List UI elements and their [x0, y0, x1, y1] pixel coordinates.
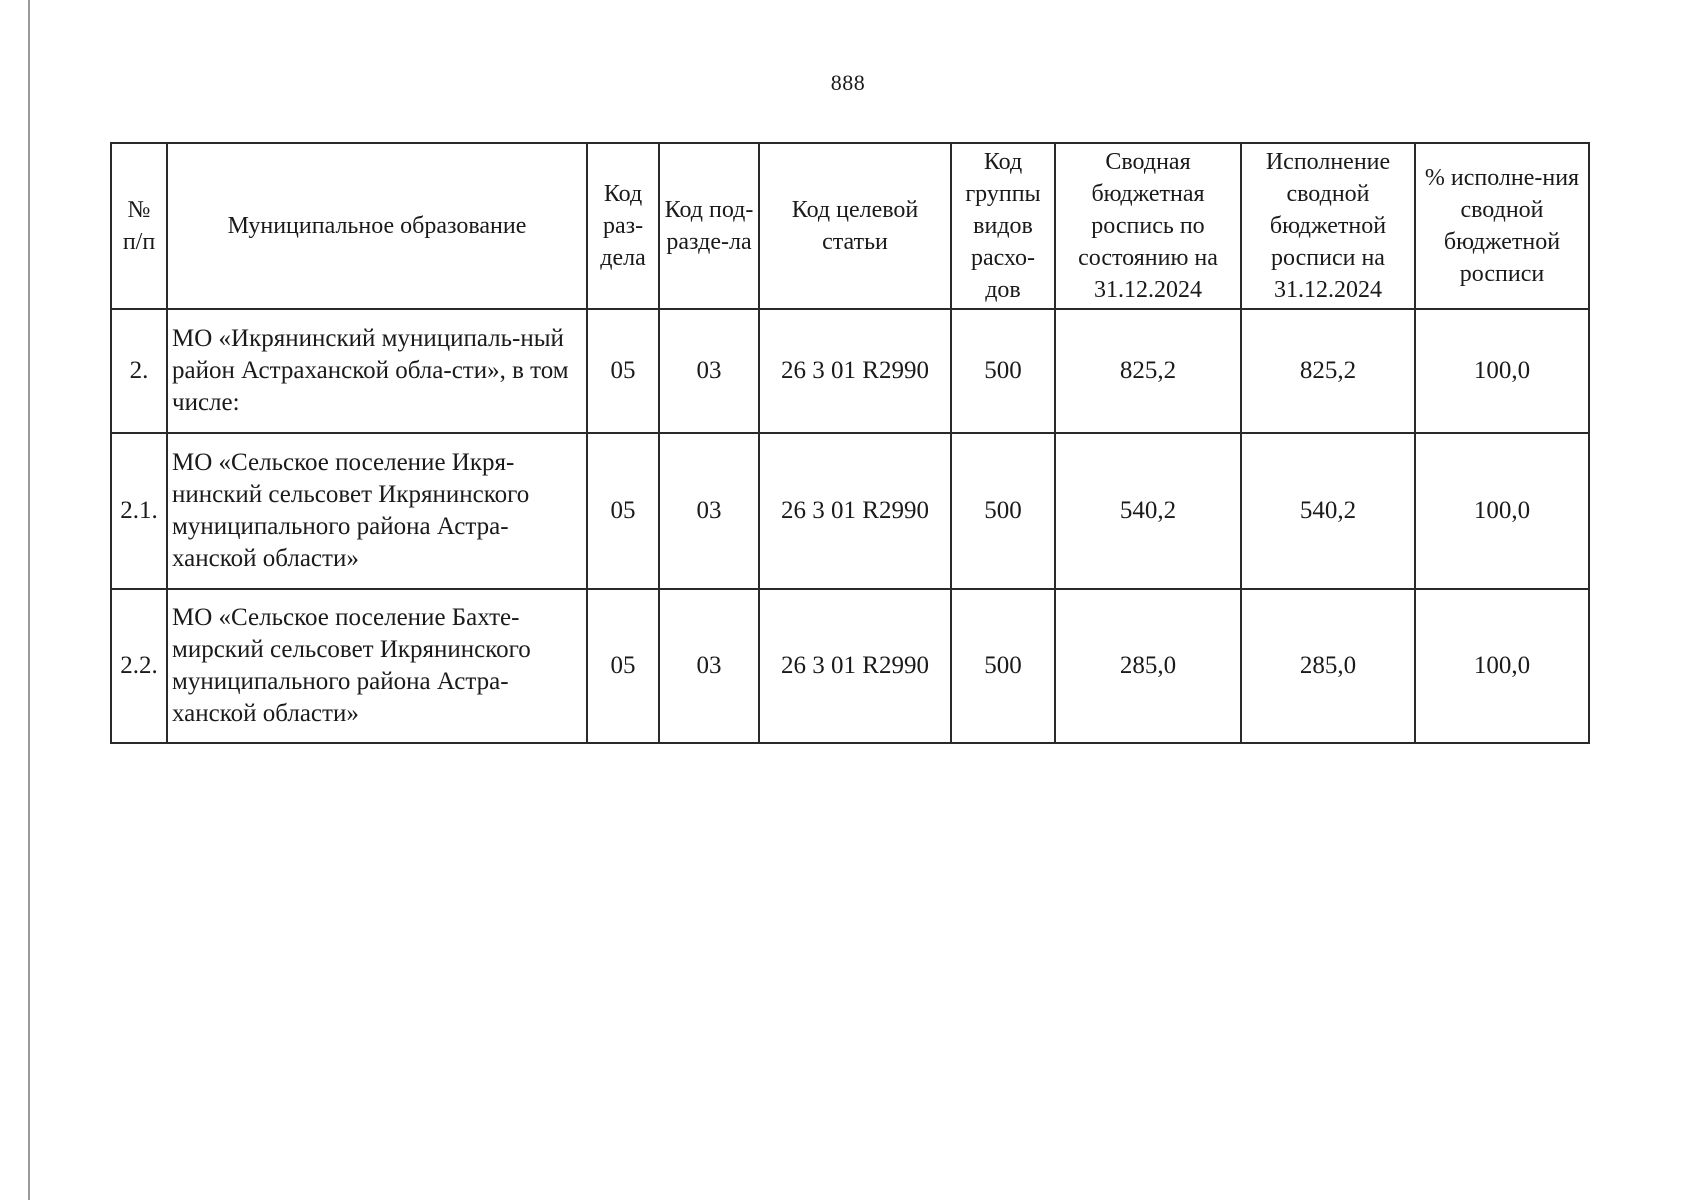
- table-header-row: [111, 143, 1589, 309]
- page-number: 888: [830, 70, 866, 95]
- cell-section-code: 05: [587, 433, 659, 589]
- cell-subsection-code: 03: [659, 433, 759, 589]
- cell-expense-group-code: 500: [951, 589, 1055, 743]
- cell-expense-group-code: 500: [951, 433, 1055, 589]
- header-num: № п/п: [111, 143, 167, 309]
- cell-num: 2.1.: [111, 433, 167, 589]
- header-budget-schedule: Сводная бюджетная роспись по состоянию на 31.12.2024: [1055, 143, 1241, 309]
- cell-municipality: МО «Сельское поселение Бахте-мирский сельсовет Икрянинского муниципального района Астра-ханской области»: [167, 589, 587, 743]
- cell-budget-execution: 285,0: [1241, 589, 1415, 743]
- cell-section-code: 05: [587, 589, 659, 743]
- scan-edge-line: [28, 0, 30, 1200]
- header-target-article-code: Код целевой статьи: [759, 143, 951, 309]
- header-budget-execution: Исполнение сводной бюджетной росписи на 31.12.2024: [1241, 143, 1415, 309]
- cell-num: 2.: [111, 309, 167, 433]
- cell-execution-percent: 100,0: [1415, 309, 1589, 433]
- cell-num: 2.2.: [111, 589, 167, 743]
- cell-municipality: МО «Сельское поселение Икря-нинский сельсовет Икрянинского муниципального района Астра-ханской области»: [167, 433, 587, 589]
- cell-target-article-code: 26 3 01 R2990: [759, 309, 951, 433]
- header-subsection-code: Код под-разде-ла: [659, 143, 759, 309]
- table-row: [111, 589, 1589, 743]
- cell-budget-execution: 540,2: [1241, 433, 1415, 589]
- header-expense-group-code: Код группы видов расхо-дов: [951, 143, 1055, 309]
- cell-budget-execution: 825,2: [1241, 309, 1415, 433]
- table-row: [111, 309, 1589, 433]
- cell-target-article-code: 26 3 01 R2990: [759, 433, 951, 589]
- cell-budget-schedule: 540,2: [1055, 433, 1241, 589]
- header-execution-percent: % исполне-ния сводной бюджетной росписи: [1415, 143, 1589, 309]
- cell-section-code: 05: [587, 309, 659, 433]
- cell-execution-percent: 100,0: [1415, 433, 1589, 589]
- cell-execution-percent: 100,0: [1415, 589, 1589, 743]
- header-municipality: Муниципальное образование: [167, 143, 587, 309]
- budget-execution-table: [110, 142, 1590, 744]
- cell-subsection-code: 03: [659, 309, 759, 433]
- cell-budget-schedule: 825,2: [1055, 309, 1241, 433]
- cell-municipality: МО «Икрянинский муниципаль-ный район Астраханской обла-сти», в том числе:: [167, 309, 587, 433]
- table-row: [111, 433, 1589, 589]
- cell-target-article-code: 26 3 01 R2990: [759, 589, 951, 743]
- cell-subsection-code: 03: [659, 589, 759, 743]
- header-section-code: Код раз-дела: [587, 143, 659, 309]
- cell-expense-group-code: 500: [951, 309, 1055, 433]
- cell-budget-schedule: 285,0: [1055, 589, 1241, 743]
